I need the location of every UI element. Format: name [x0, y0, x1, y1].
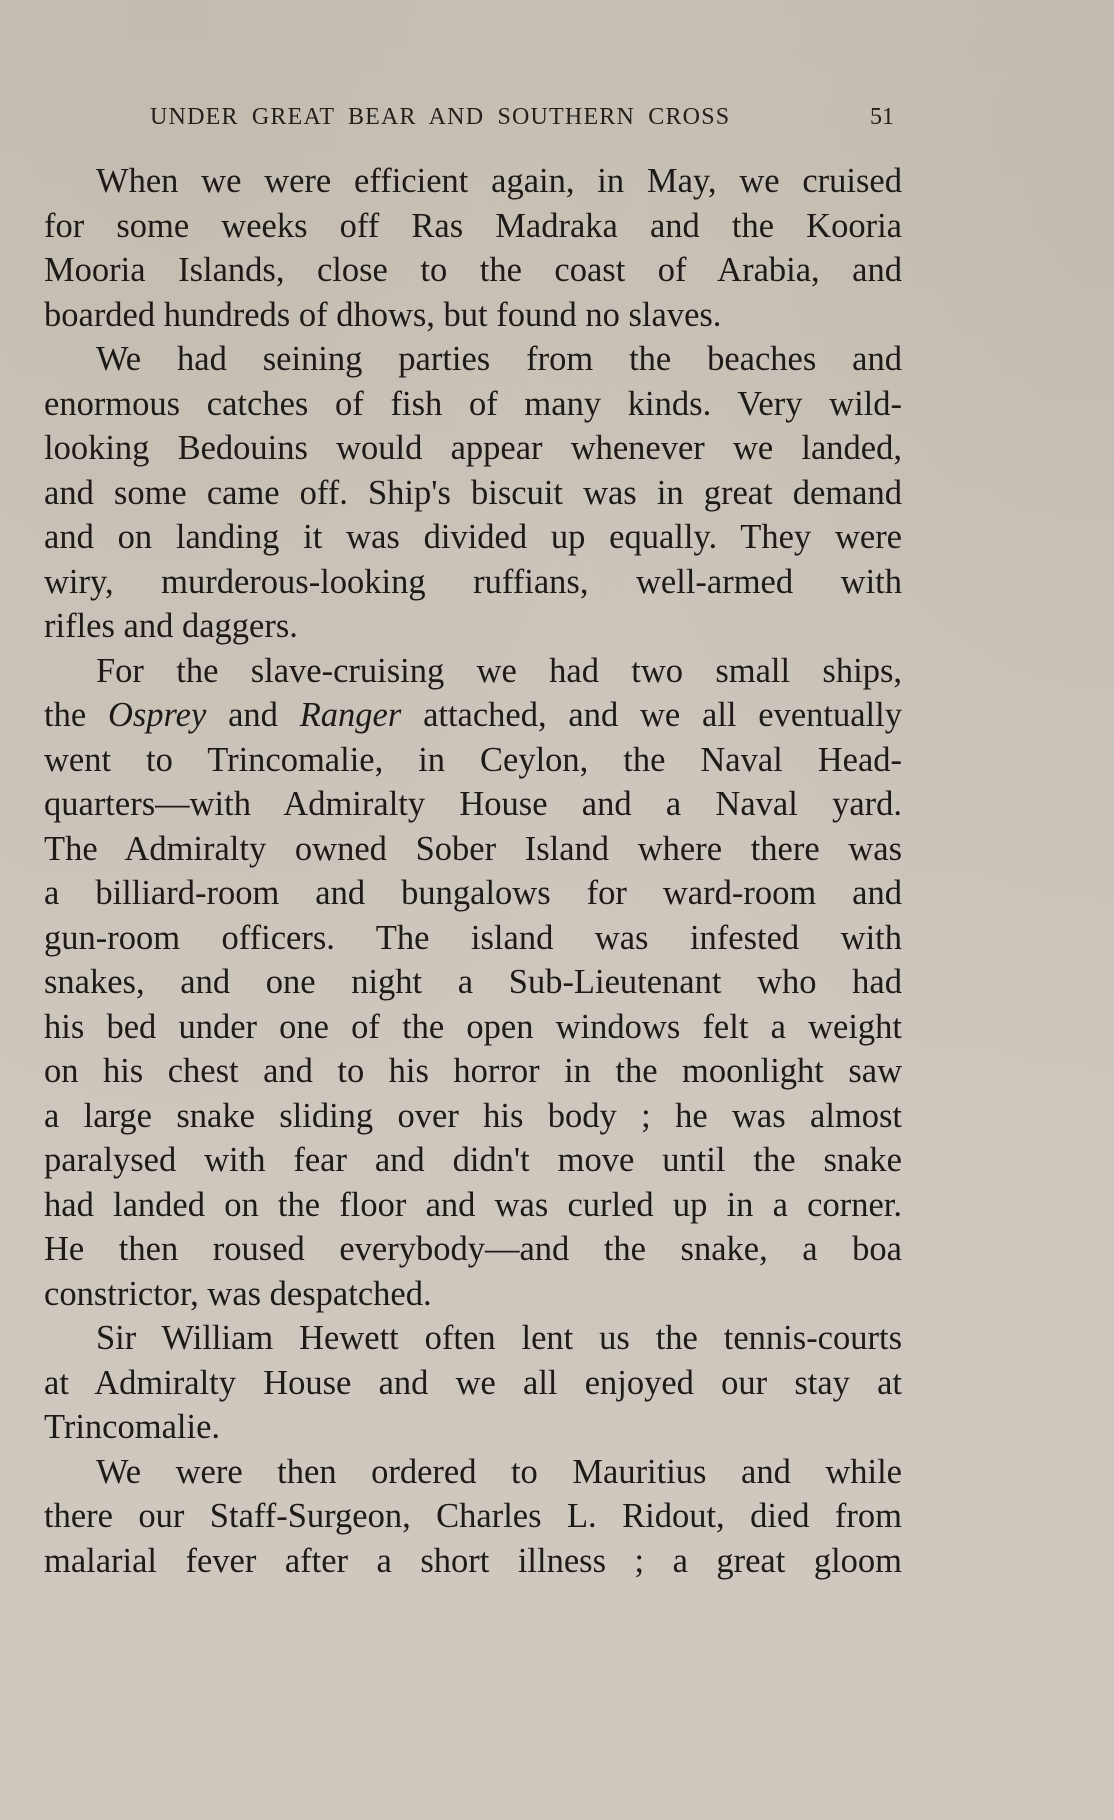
ship-name-ranger: Ranger — [299, 696, 402, 734]
text-line: wiry, murderous-looking ruffians, well-armed with — [44, 562, 902, 601]
running-head — [150, 104, 898, 138]
text-line: rifles and daggers. — [44, 607, 298, 645]
text-line: quarters—with Admiralty House and a Naval yard. — [44, 785, 902, 823]
text-line: We had seining parties from the beaches and — [96, 340, 902, 378]
running-title: UNDER GREAT BEAR AND SOUTHERN CROSS — [150, 104, 731, 130]
text-line: He then roused everybody—and the snake, a boa — [44, 1230, 902, 1268]
text-line: Mooria Islands, close to the coast of Arabia, and — [44, 251, 902, 289]
text-line: a billiard-room and bungalows for ward-room and — [44, 874, 902, 912]
text-line: When we were efficient again, in May, we cruised — [96, 162, 902, 200]
text-line: his bed under one of the open windows felt a weight — [44, 1007, 902, 1046]
body-text — [44, 159, 902, 1583]
text-line: boarded hundreds of dhows, but found no slaves. — [44, 295, 722, 334]
text-line: on his chest and to his horror in the moonlight saw — [44, 1052, 902, 1090]
text-line: and on landing it was divided up equally. They were — [44, 518, 902, 556]
text-line: For the slave-cruising we had two small ships, — [96, 651, 902, 690]
text-line: We were then ordered to Mauritius and while — [96, 1452, 902, 1491]
text-line: Sir William Hewett often lent us the tennis-courts — [96, 1319, 902, 1357]
text-line: looking Bedouins would appear whenever we landed, — [44, 429, 902, 467]
text-line: for some weeks off Ras Madraka and the Kooria — [44, 206, 902, 245]
text-line: at Admiralty House and we all enjoyed our stay at — [44, 1363, 902, 1402]
text-line: there our Staff-Surgeon, Charles L. Ridout, died from — [44, 1497, 902, 1535]
text-fragment: attached, and we all eventually — [401, 696, 902, 734]
text-line: constrictor, was despatched. — [44, 1274, 432, 1313]
text-line: snakes, and one night a Sub-Lieutenant who had — [44, 963, 902, 1001]
text-line: and some came off. Ship's biscuit was in great demand — [44, 473, 902, 512]
text-line — [44, 693, 902, 738]
text-fragment: and — [206, 696, 300, 734]
page-number: 51 — [870, 104, 894, 130]
text-line: enormous catches of fish of many kinds. Very wild- — [44, 384, 902, 423]
text-line: a large snake sliding over his body ; he was almost — [44, 1096, 902, 1135]
text-line: paralysed with fear and didn't move until the snake — [44, 1141, 902, 1179]
text-fragment: the — [44, 696, 108, 734]
text-line: went to Trincomalie, in Ceylon, the Naval Head- — [44, 740, 902, 779]
text-line: Trincomalie. — [44, 1408, 221, 1446]
ship-name-osprey: Osprey — [107, 696, 207, 734]
text-line: malarial fever after a short illness ; a great gloom — [44, 1541, 902, 1580]
text-line: had landed on the floor and was curled up in a corner. — [44, 1185, 902, 1224]
text-line: The Admiralty owned Sober Island where there was — [44, 829, 902, 868]
text-line: gun-room officers. The island was infested with — [44, 918, 902, 957]
